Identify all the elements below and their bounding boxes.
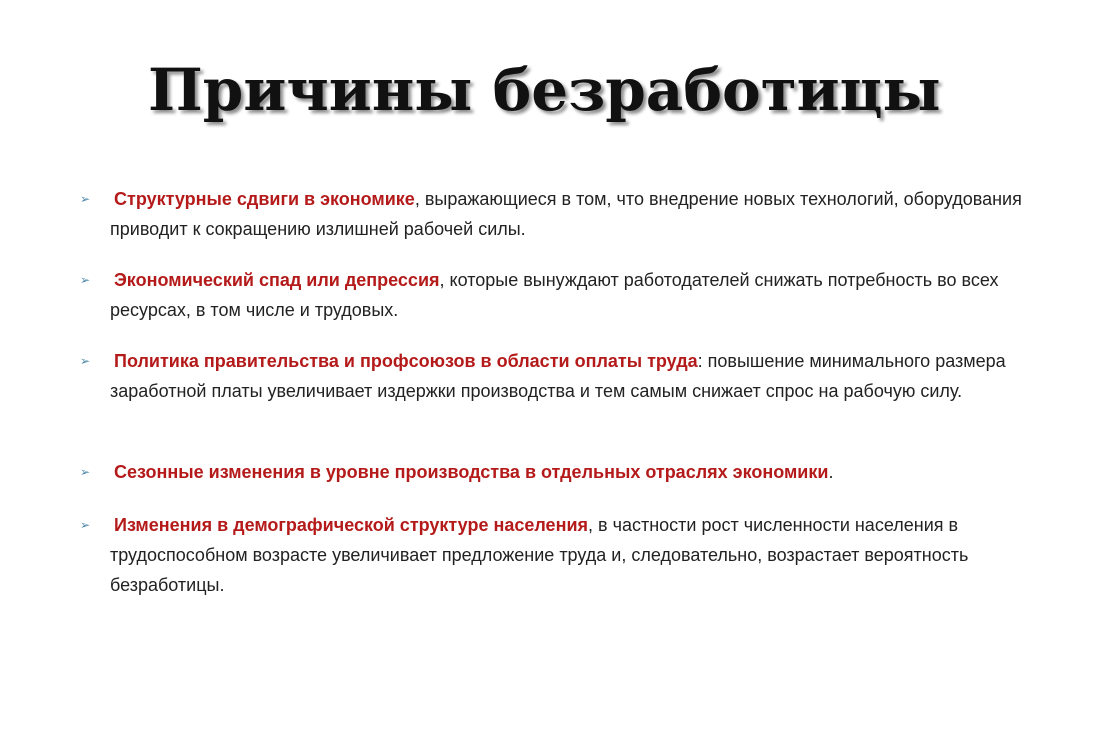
list-item-description: : повышение минимального размера заработной платы увеличивает издержки производства и тем самым снижает спрос на рабочую силу. [110,351,1006,401]
list-item-highlight: Структурные сдвиги в экономике [114,189,415,209]
list-item [70,265,1050,325]
list-item-text [70,184,1050,244]
slide-title: Причины безработицы [148,56,941,124]
list-item-description: , которые вынуждают работодателей снижать потребность во всех ресурсах, в том числе и трудовых. [110,270,999,320]
list-item [70,346,1050,406]
chevron-right-icon: ➢ [80,518,91,532]
list-item-description: , выражающиеся в том, что внедрение новых технологий, оборудования приводит к сокращению излишней рабочей силы. [110,189,1022,239]
list-item-text [70,265,1050,325]
list-item [70,510,1050,600]
list-item-description: . [828,462,834,482]
list-item [70,457,1050,487]
list-item-highlight: Сезонные изменения в уровне производства в отдельных отраслях экономики [114,462,829,482]
list-item-highlight: Изменения в демографической структуре населения [114,515,589,535]
list-item-text [70,510,1050,600]
list-item-highlight: Политика правительства и профсоюзов в области оплаты труда [114,351,698,371]
list-item [70,184,1050,244]
chevron-right-icon: ➢ [80,273,91,287]
list-item-text [70,346,1050,406]
list-item-text [70,457,1050,487]
list-item-highlight: Экономический спад или депрессия [114,270,440,290]
chevron-right-icon: ➢ [80,465,91,479]
chevron-right-icon: ➢ [80,354,91,368]
chevron-right-icon: ➢ [80,192,91,206]
list-item-description: , в частности рост численности населения в трудоспособном возрасте увеличивает предложение труда и, следовательно, возрастает вероятность безработицы. [110,515,969,595]
